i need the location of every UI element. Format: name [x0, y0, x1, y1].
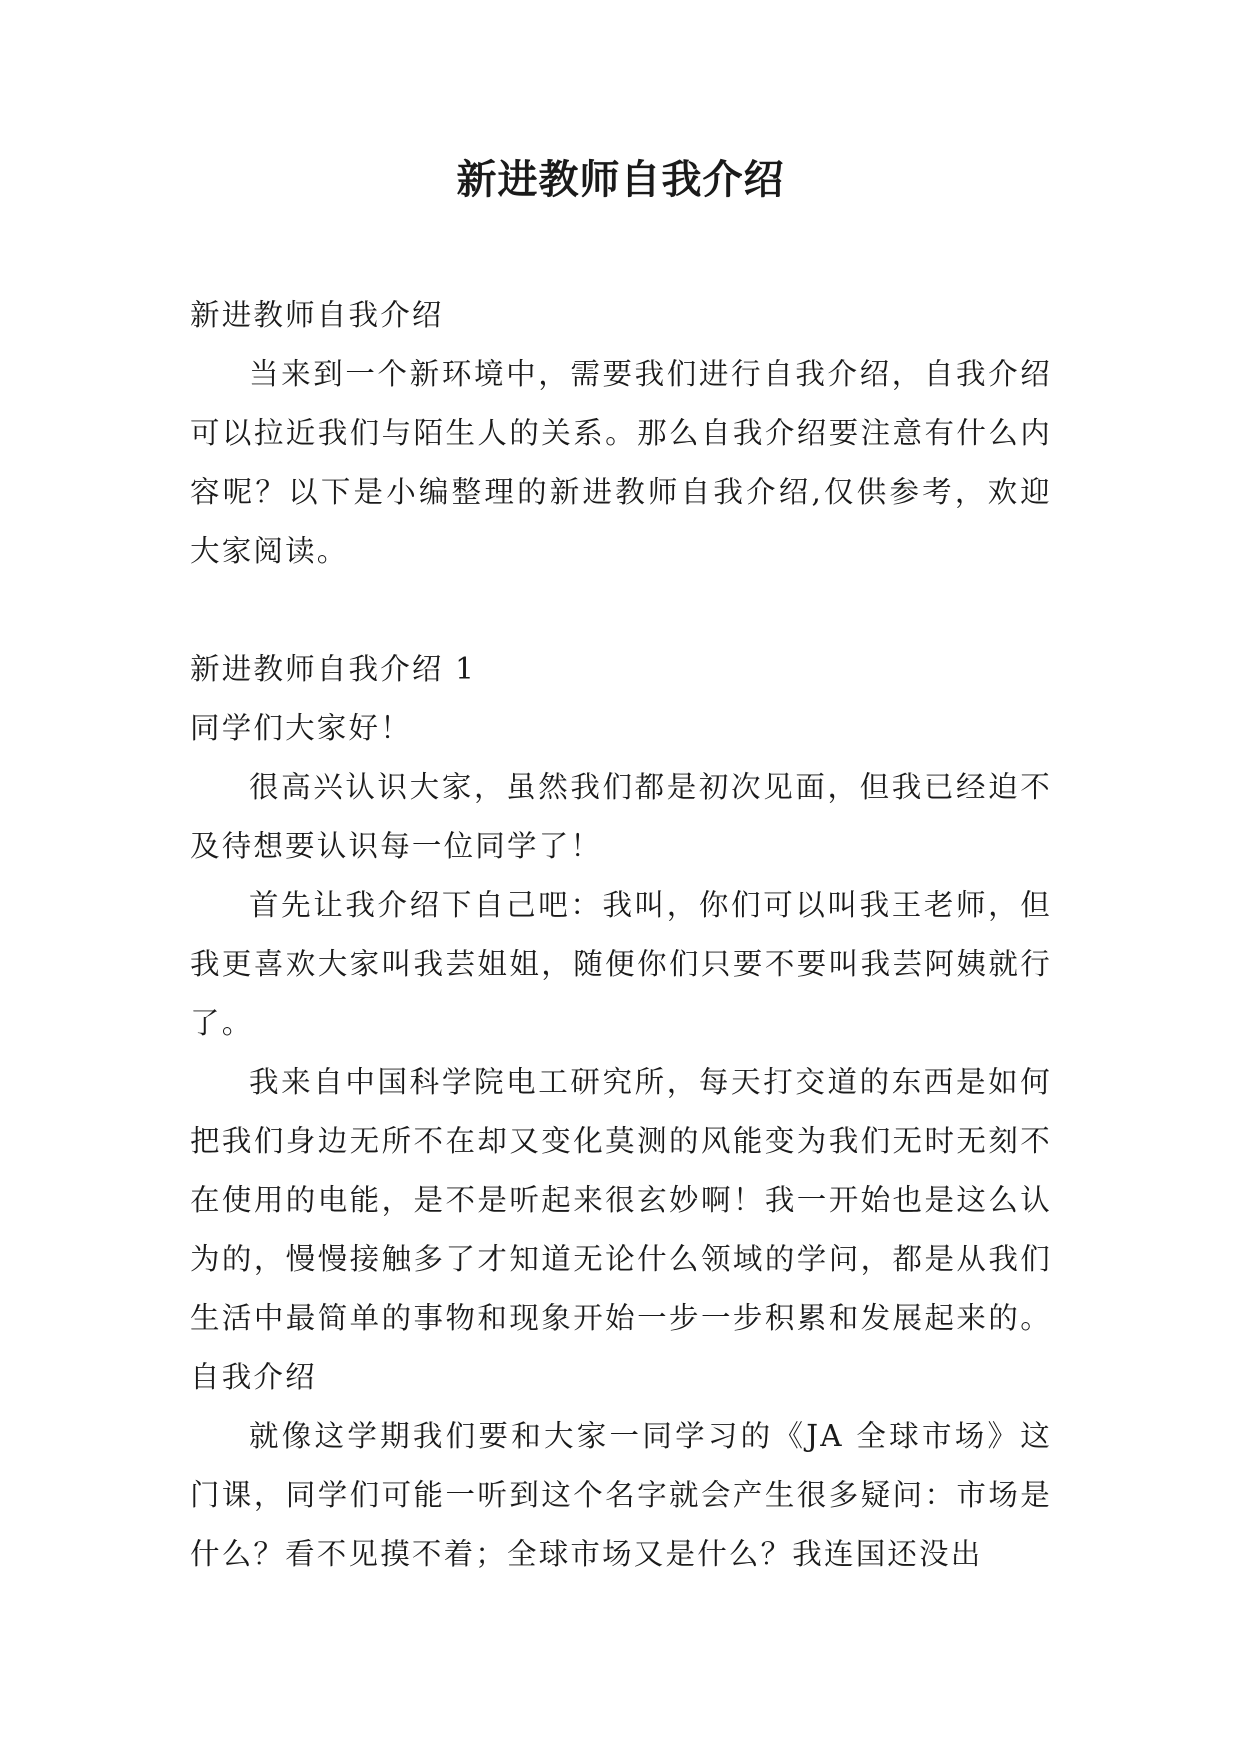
- section-heading: 新进教师自我介绍 1: [190, 652, 477, 686]
- body-paragraph: 很高兴认识大家，虽然我们都是初次见面，但我已经迫不及待想要认识每一位同学了！: [190, 770, 1052, 863]
- body-paragraph: 就像这学期我们要和大家一同学习的《JA 全球市场》这门课，同学们可能一听到这个名字就会产生很多疑问：市场是什么？看不见摸不着；全球市场又是什么？我连国还没出: [190, 1419, 1052, 1571]
- document-body: [190, 286, 1052, 1584]
- body-paragraph: 首先让我介绍下自己吧：我叫，你们可以叫我王老师，但我更喜欢大家叫我芸姐姐，随便你们只要不要叫我芸阿姨就行了。: [190, 888, 1052, 1040]
- document-title: 新进教师自我介绍: [456, 156, 785, 203]
- greeting-line: 同学们大家好！: [190, 711, 412, 745]
- body-heading: 新进教师自我介绍: [190, 298, 444, 332]
- intro-paragraph: 当来到一个新环境中，需要我们进行自我介绍，自我介绍可以拉近我们与陌生人的关系。那么自我介绍要注意有什么内容呢？以下是小编整理的新进教师自我介绍,仅供参考，欢迎大家阅读。: [190, 357, 1052, 568]
- paragraph-spacer: [190, 581, 1052, 640]
- body-paragraph: 我来自中国科学院电工研究所，每天打交道的东西是如何把我们身边无所不在却又变化莫测的风能变为我们无时无刻不在使用的电能，是不是听起来很玄妙啊！我一开始也是这么认为的，慢慢接触多了才知道无论什么领域的学问，都是从我们生活中最简单的事物和现象开始一步一步积累和发展起来的。自我介绍: [190, 1065, 1052, 1394]
